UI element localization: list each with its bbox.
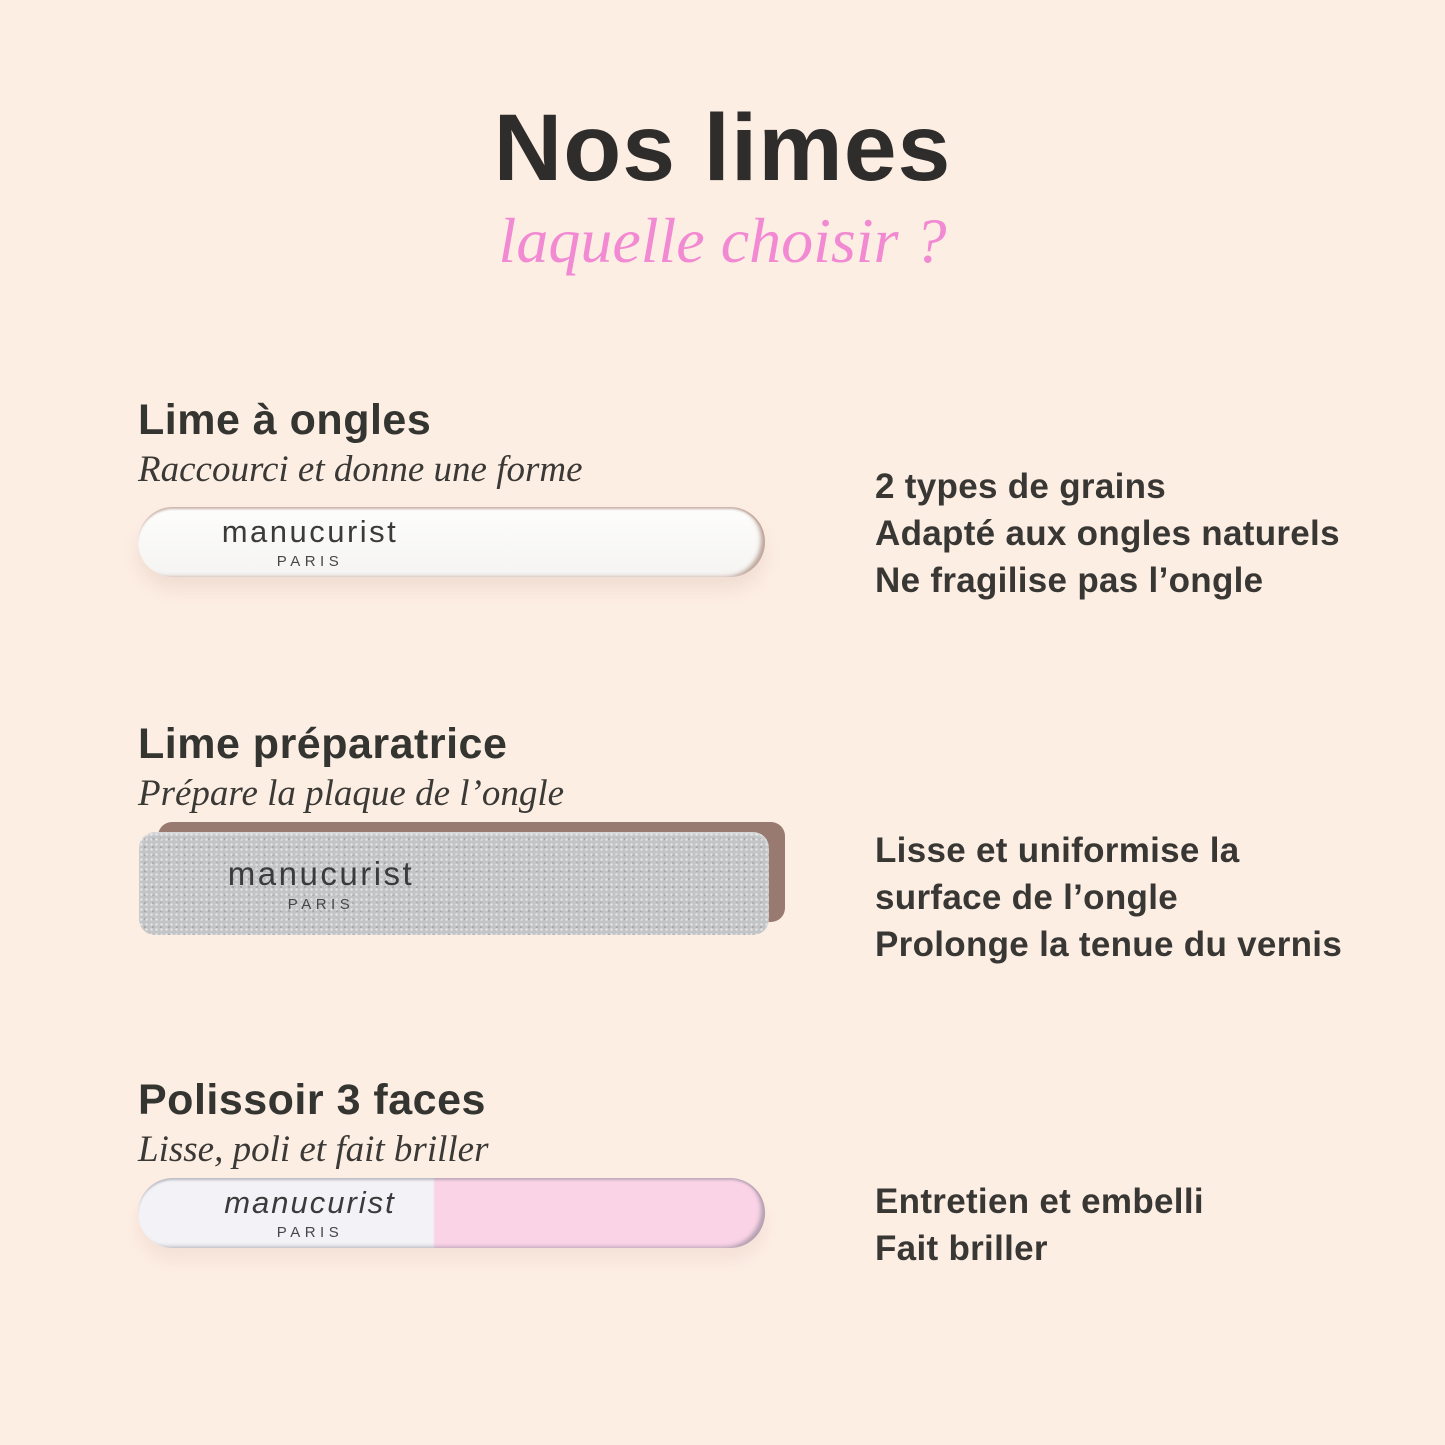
feature-line: Prolonge la tenue du vernis	[875, 925, 1343, 964]
feature-line: Lisse et uniformise la	[875, 831, 1240, 870]
page-title: Nos limes	[493, 95, 952, 201]
feature-line: Adapté aux ongles naturels	[875, 514, 1340, 553]
brand-name: manucurist	[221, 514, 399, 549]
white-nail-file-image	[138, 507, 765, 577]
brand-wordmark	[190, 1185, 430, 1241]
features-polissoir-3-faces	[875, 1178, 1204, 1272]
section-tagline-lime-preparatrice: Prépare la plaque de l’ongle	[138, 773, 565, 814]
page-subtitle: laquelle choisir ?	[498, 205, 947, 276]
brand-city: PARIS	[276, 553, 344, 570]
feature-line: 2 types de grains	[875, 467, 1167, 506]
section-tagline-lime-a-ongles: Raccourci et donne une forme	[138, 449, 583, 490]
feature-line: Fait briller	[875, 1229, 1048, 1268]
feature-line: Entretien et embelli	[875, 1182, 1204, 1221]
features-lime-preparatrice	[875, 827, 1342, 968]
brand-name: manucurist	[227, 854, 415, 892]
brand-city: PARIS	[287, 895, 355, 913]
feature-line: Ne fragilise pas l’ongle	[875, 561, 1264, 600]
three-sided-polisher-image	[138, 1178, 765, 1248]
feature-line: surface de l’ongle	[875, 878, 1178, 917]
features-lime-a-ongles	[875, 463, 1340, 604]
section-tagline-polissoir-3-faces: Lisse, poli et fait briller	[138, 1129, 489, 1170]
gray-prep-buffer-image	[139, 832, 769, 935]
brand-wordmark	[190, 514, 430, 570]
brand-wordmark	[201, 855, 441, 913]
section-heading-lime-preparatrice: Lime préparatrice	[138, 720, 508, 768]
section-heading-polissoir-3-faces: Polissoir 3 faces	[138, 1076, 486, 1124]
brand-city: PARIS	[276, 1224, 344, 1241]
brand-name: manucurist	[224, 1185, 396, 1220]
section-heading-lime-a-ongles: Lime à ongles	[138, 396, 432, 444]
